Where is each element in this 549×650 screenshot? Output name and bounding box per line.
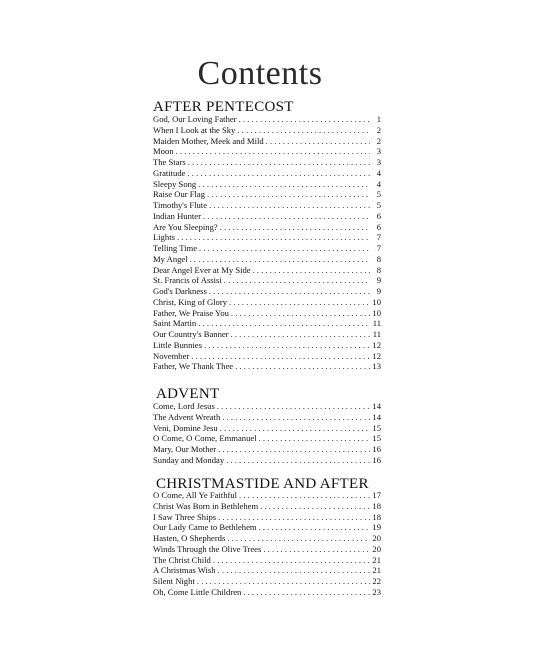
toc-entry-page: 8 bbox=[376, 253, 381, 264]
toc-entry bbox=[153, 490, 381, 501]
dot-leader bbox=[259, 433, 370, 444]
toc-entry bbox=[153, 125, 381, 136]
toc-entry bbox=[153, 297, 381, 308]
toc-entry-title: Sleepy Song bbox=[153, 178, 197, 189]
dot-leader bbox=[188, 157, 370, 168]
dot-leader bbox=[220, 423, 370, 434]
toc-entry-page: 1 bbox=[376, 114, 381, 124]
dot-leader bbox=[177, 232, 370, 243]
toc-entry bbox=[153, 361, 381, 372]
toc-entry-page: 11 bbox=[372, 318, 381, 329]
toc-entry bbox=[153, 136, 381, 147]
toc-entry bbox=[153, 232, 381, 243]
page-title: Contents bbox=[197, 55, 323, 92]
toc-entry-title: Hasten, O Shepherds bbox=[153, 533, 226, 543]
toc-entry bbox=[153, 222, 381, 233]
dot-leader bbox=[218, 444, 370, 455]
dot-leader bbox=[197, 576, 370, 587]
toc-entry-page: 18 bbox=[372, 500, 381, 511]
toc-entry-title: O Come, All Ye Faithful bbox=[153, 490, 238, 500]
toc-list-advent bbox=[153, 401, 381, 466]
dot-leader bbox=[199, 243, 370, 254]
toc-entry-title: Moon bbox=[153, 146, 174, 157]
dot-leader bbox=[187, 168, 370, 179]
toc-list-christmastide bbox=[153, 490, 381, 598]
toc-entry-page: 19 bbox=[372, 522, 381, 533]
dot-leader bbox=[220, 222, 370, 233]
toc-entry-page: 2 bbox=[376, 124, 381, 135]
toc-entry-title: Saint Martin bbox=[153, 318, 197, 329]
toc-entry-page: 22 bbox=[372, 576, 381, 586]
dot-leader bbox=[204, 340, 370, 351]
toc-entry-title: Winds Through the Olive Trees bbox=[153, 543, 262, 554]
section-heading-advent: ADVENT bbox=[156, 386, 220, 402]
toc-entry-title: Raise Our Flag bbox=[153, 189, 206, 200]
toc-entry bbox=[153, 544, 381, 555]
toc-entry-page: 4 bbox=[376, 178, 381, 189]
toc-entry bbox=[153, 423, 381, 434]
toc-entry-page: 9 bbox=[376, 286, 381, 296]
toc-entry-title: A Christmas Wish bbox=[153, 565, 216, 576]
toc-entry bbox=[153, 189, 381, 200]
toc-entry-page: 6 bbox=[376, 221, 381, 232]
toc-entry bbox=[153, 412, 381, 423]
dot-leader bbox=[227, 533, 370, 544]
toc-entry bbox=[153, 200, 381, 211]
dot-leader bbox=[176, 146, 370, 157]
toc-entry-page: 7 bbox=[376, 243, 381, 253]
toc-list-after-pentecost bbox=[153, 114, 381, 372]
toc-entry-page: 13 bbox=[372, 361, 381, 372]
section-heading-after-pentecost: AFTER PENTECOST bbox=[153, 99, 294, 115]
toc-entry bbox=[153, 275, 381, 286]
toc-entry bbox=[153, 168, 381, 179]
toc-entry-title: The Christ Child bbox=[153, 554, 211, 565]
toc-entry bbox=[153, 533, 381, 544]
toc-entry-page: 10 bbox=[372, 296, 381, 307]
toc-entry-page: 15 bbox=[372, 422, 381, 433]
dot-leader bbox=[231, 308, 370, 319]
toc-entry-page: 5 bbox=[376, 189, 381, 200]
toc-entry-title: Our Lady Came to Bethlehem bbox=[153, 522, 257, 533]
toc-entry-title: Telling Time bbox=[153, 243, 198, 253]
toc-entry-page: 5 bbox=[376, 200, 381, 210]
toc-entry-page: 21 bbox=[372, 565, 381, 576]
dot-leader bbox=[224, 275, 370, 286]
toc-entry-title: St. Francis of Assisi bbox=[153, 275, 222, 286]
dot-leader bbox=[207, 189, 370, 200]
toc-entry-page: 23 bbox=[372, 586, 381, 597]
dot-leader bbox=[253, 265, 370, 276]
toc-entry-page: 15 bbox=[372, 433, 381, 444]
toc-entry bbox=[153, 351, 381, 362]
toc-entry bbox=[153, 254, 381, 265]
toc-entry-title: Gratitude bbox=[153, 167, 186, 178]
toc-entry bbox=[153, 555, 381, 566]
toc-entry-page: 3 bbox=[376, 146, 381, 157]
toc-entry-title: I Saw Three Ships bbox=[153, 511, 217, 522]
toc-entry-page: 9 bbox=[376, 275, 381, 286]
toc-entry-page: 2 bbox=[376, 135, 381, 146]
toc-entry-title: Maiden Mother, Meek and Mild bbox=[153, 135, 264, 146]
toc-entry bbox=[153, 565, 381, 576]
toc-entry bbox=[153, 286, 381, 297]
toc-entry bbox=[153, 146, 381, 157]
toc-entry-title: Timothy's Flute bbox=[153, 200, 208, 210]
toc-entry-title: Our Country's Banner bbox=[153, 329, 229, 339]
dot-leader bbox=[218, 512, 370, 523]
toc-entry bbox=[153, 157, 381, 168]
toc-entry-page: 20 bbox=[372, 543, 381, 554]
toc-entry-title: Christ Was Born in Bethlehem bbox=[153, 500, 259, 511]
dot-leader bbox=[198, 318, 370, 329]
dot-leader bbox=[263, 544, 370, 555]
toc-entry-title: God, Our Loving Father bbox=[153, 114, 237, 124]
toc-entry-page: 21 bbox=[372, 554, 381, 565]
dot-leader bbox=[209, 286, 370, 297]
toc-entry-page: 17 bbox=[372, 490, 381, 500]
dot-leader bbox=[231, 329, 370, 340]
toc-entry-page: 12 bbox=[372, 339, 381, 350]
toc-entry bbox=[153, 501, 381, 512]
toc-entry-page: 14 bbox=[372, 411, 381, 422]
dot-leader bbox=[260, 501, 370, 512]
dot-leader bbox=[218, 565, 370, 576]
toc-entry bbox=[153, 576, 381, 587]
toc-entry bbox=[153, 243, 381, 254]
toc-entry-title: Indian Hunter bbox=[153, 210, 201, 221]
toc-entry-title: Oh, Come Little Children bbox=[153, 586, 242, 597]
toc-entry bbox=[153, 329, 381, 340]
toc-entry-title: Mary, Our Mother bbox=[153, 444, 217, 454]
toc-entry bbox=[153, 265, 381, 276]
toc-entry-title: The Stars bbox=[153, 157, 186, 167]
toc-entry-title: My Angel bbox=[153, 253, 188, 264]
toc-entry-page: 4 bbox=[376, 167, 381, 178]
toc-entry-page: 16 bbox=[372, 444, 381, 454]
dot-leader bbox=[235, 361, 370, 372]
toc-entry-title: Father, We Thank Thee bbox=[153, 361, 234, 372]
toc-entry bbox=[153, 179, 381, 190]
toc-entry-title: Silent Night bbox=[153, 576, 195, 586]
dot-leader bbox=[203, 211, 370, 222]
dot-leader bbox=[237, 125, 370, 136]
toc-entry-title: Come, Lord Jesus bbox=[153, 401, 215, 411]
toc-entry-page: 14 bbox=[372, 401, 381, 411]
toc-entry-title: Veni, Domine Jesu bbox=[153, 422, 218, 433]
toc-entry-page: 8 bbox=[376, 264, 381, 275]
toc-entry-title: Little Bunnies bbox=[153, 339, 202, 350]
toc-entry-page: 7 bbox=[376, 232, 381, 243]
dot-leader bbox=[259, 522, 370, 533]
dot-leader bbox=[226, 455, 370, 466]
toc-entry-page: 12 bbox=[372, 350, 381, 361]
toc-entry bbox=[153, 340, 381, 351]
toc-entry-page: 20 bbox=[372, 533, 381, 543]
dot-leader bbox=[229, 297, 370, 308]
toc-entry-page: 10 bbox=[372, 307, 381, 318]
toc-entry bbox=[153, 401, 381, 412]
dot-leader bbox=[222, 412, 370, 423]
dot-leader bbox=[190, 254, 370, 265]
toc-entry-title: Christ, King of Glory bbox=[153, 296, 227, 307]
dot-leader bbox=[198, 179, 370, 190]
dot-leader bbox=[191, 351, 370, 362]
toc-entry bbox=[153, 512, 381, 523]
toc-entry bbox=[153, 114, 381, 125]
dot-leader bbox=[213, 555, 370, 566]
toc-entry-title: Lights bbox=[153, 232, 175, 243]
toc-entry-title: When I Look at the Sky bbox=[153, 124, 236, 135]
toc-entry bbox=[153, 318, 381, 329]
dot-leader bbox=[209, 200, 370, 211]
toc-entry bbox=[153, 444, 381, 455]
toc-entry bbox=[153, 587, 381, 598]
toc-entry bbox=[153, 455, 381, 466]
toc-entry-page: 18 bbox=[372, 511, 381, 522]
toc-entry-title: Father, We Praise You bbox=[153, 307, 229, 318]
toc-entry bbox=[153, 433, 381, 444]
dot-leader bbox=[243, 587, 370, 598]
toc-entry-page: 11 bbox=[372, 329, 381, 339]
toc-entry bbox=[153, 522, 381, 533]
toc-entry-title: Are You Sleeping? bbox=[153, 221, 218, 232]
toc-entry-title: Sunday and Monday bbox=[153, 454, 225, 465]
toc-entry-page: 3 bbox=[376, 157, 381, 167]
toc-entry-page: 16 bbox=[372, 454, 381, 465]
toc-entry bbox=[153, 308, 381, 319]
toc-entry-title: November bbox=[153, 350, 190, 361]
toc-entry-page: 6 bbox=[376, 210, 381, 221]
toc-entry-title: O Come, O Come, Emmanuel bbox=[153, 433, 257, 444]
dot-leader bbox=[217, 401, 370, 412]
toc-entry-title: The Advent Wreath bbox=[153, 411, 221, 422]
toc-entry-title: Dear Angel Ever at My Side bbox=[153, 264, 251, 275]
toc-entry-title: God's Darkness bbox=[153, 286, 207, 296]
dot-leader bbox=[266, 136, 370, 147]
dot-leader bbox=[239, 114, 370, 125]
dot-leader bbox=[239, 490, 370, 501]
section-heading-christmastide: CHRISTMASTIDE AND AFTER bbox=[156, 476, 369, 492]
toc-entry bbox=[153, 211, 381, 222]
